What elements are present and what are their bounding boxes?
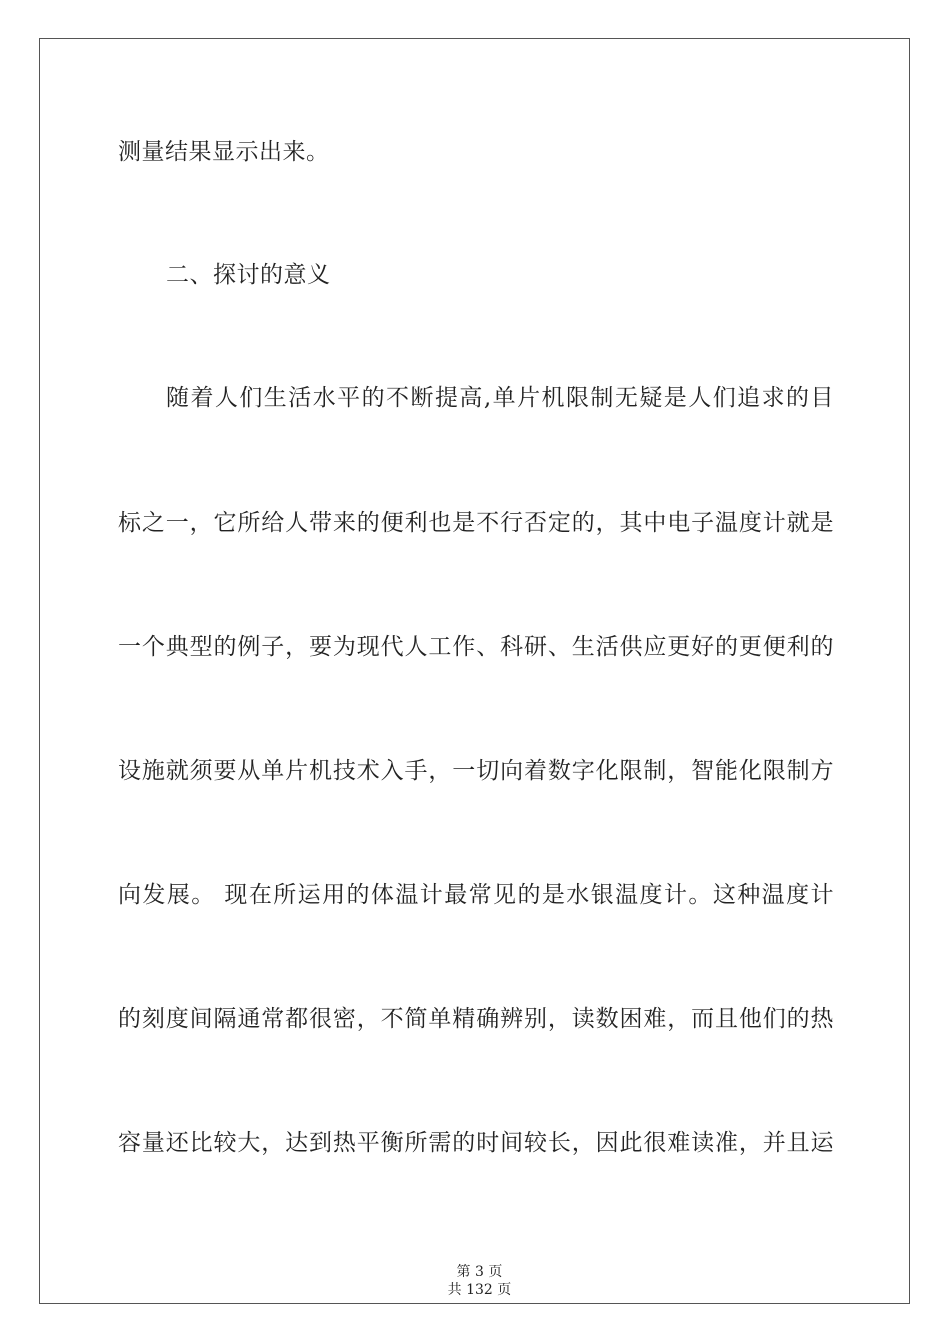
page-border xyxy=(39,38,910,1304)
text-line-7: 向发展。 现在所运用的体温计最常见的是水银温度计。这种温度计 xyxy=(118,882,834,908)
page-footer xyxy=(0,1245,950,1299)
text-line-4: 标之一，它所给人带来的便利也是不行否定的，其中电子温度计就是 xyxy=(118,510,834,536)
text-line-6: 设施就须要从单片机技术入手，一切向着数字化限制，智能化限制方 xyxy=(118,758,834,784)
text-line-9: 容量还比较大，达到热平衡所需的时间较长，因此很难读准，并且运 xyxy=(118,1130,834,1156)
text-line-5: 一个典型的例子，要为现代人工作、科研、生活供应更好的更便利的 xyxy=(118,634,834,660)
text-line-8: 的刻度间隔通常都很密，不简单精确辨别，读数困难，而且他们的热 xyxy=(118,1006,834,1032)
section-heading: 二、探讨的意义 xyxy=(166,262,331,288)
text-line-3: 随着人们生活水平的不断提高,单片机限制无疑是人们追求的目 xyxy=(166,385,834,411)
total-pages: 共 132 页 xyxy=(447,1282,512,1298)
text-line-1: 测量结果显示出来。 xyxy=(118,139,330,165)
page-number: 第 3 页 xyxy=(456,1264,503,1280)
